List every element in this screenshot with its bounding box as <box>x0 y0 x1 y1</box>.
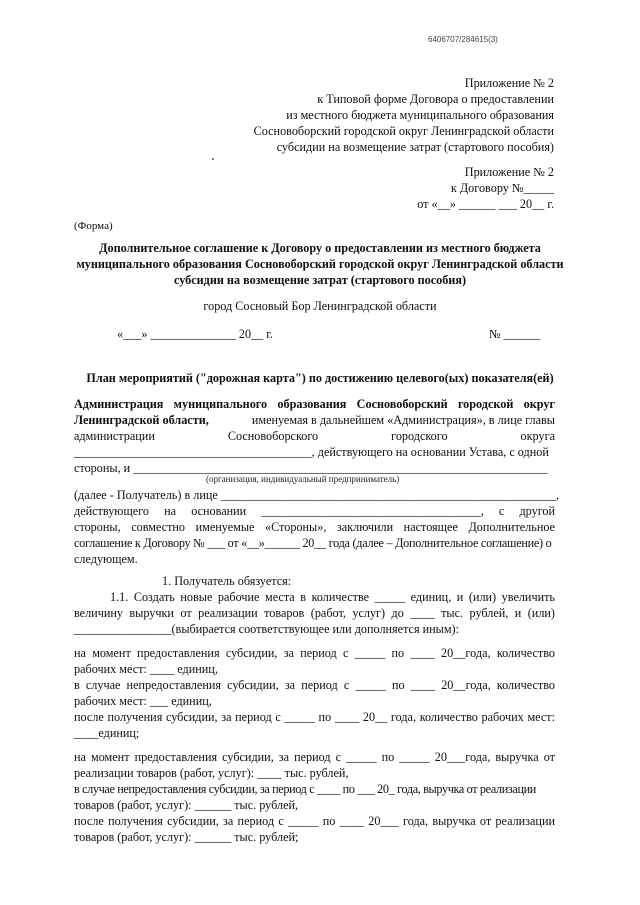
administration-name: Администрация муниципального образования Сосновоборский городской округ <box>74 397 555 411</box>
organization-caption: (организация, индивидуальный предприниматель) <box>206 474 400 484</box>
jobs-line: после получения субсидии, за период с _____ по ____ 20__ года, количество рабочих мест: <box>74 710 555 724</box>
obligation-line: ________________(выбирается соответствующее или дополняется иным): <box>74 622 459 636</box>
preamble-line <box>74 428 555 444</box>
agreement-title-line: субсидии на возмещение затрат (стартового пособия) <box>173 273 467 287</box>
document-id: 6406707/284615(3) <box>428 35 498 44</box>
agreement-date: «___» ______________ 20__ г. <box>117 327 273 341</box>
appendix-line: к Типовой форме Договора о предоставлении <box>317 92 554 106</box>
revenue-line: в случае непредоставления субсидии, за период с ____ по ___ 20_ года, выручка от реализации <box>74 782 536 796</box>
plan-title: План мероприятий ("дорожная карта") по достижению целевого(ых) показателя(ей) <box>86 371 554 385</box>
jobs-line: рабочих мест: ___ единиц, <box>74 694 212 708</box>
preamble-line: действующего на основании ____________________________________, с другой <box>74 504 555 518</box>
agreement-title-line: муниципального образования Сосновоборский городской округ Ленинградской области <box>76 257 564 271</box>
appendix-line: Сосновоборский городской округ Ленинградской области <box>253 124 554 138</box>
revenue-line: товаров (работ, услуг): ______ тыс. рублей, <box>74 798 299 812</box>
preamble-line: стороны, и ____________________________________________________________________ <box>74 461 548 475</box>
revenue-line: после получения субсидии, за период с _____ по ____ 20___ года, выручка от реализации <box>74 814 555 828</box>
preamble-line: соглашение к Договору № ___ от «__»______ 20__ года (далее – Дополнительное соглашение) о <box>74 536 552 550</box>
preamble-line: (далее - Получатель) в лице _______________________________________________________, <box>74 488 560 502</box>
form-label: (Форма) <box>74 220 113 232</box>
preamble-text: именуемая в дальнейшем «Администрация», в лице главы <box>251 413 555 427</box>
appendix2-contract-number: к Договору №_____ <box>450 181 554 195</box>
jobs-line: в случае непредоставления субсидии, за период с _____ по ____ 20__года, количество <box>74 678 555 692</box>
revenue-line: товаров (работ, услуг): ______ тыс. рублей; <box>74 830 299 844</box>
city-name: город Сосновый Бор Ленинградской области <box>203 299 437 313</box>
obligation-line: величину выручки от реализации товаров (работ, услуг) до ____ тыс. рублей, и (или) <box>74 606 555 620</box>
scan-speck <box>212 158 214 160</box>
obligations-heading: 1. Получатель обязуется: <box>162 574 292 588</box>
jobs-line: ____единиц; <box>74 726 140 740</box>
agreement-number: № ______ <box>489 327 541 341</box>
preamble-line <box>74 396 555 412</box>
preamble-line: следующем. <box>74 552 138 566</box>
jobs-line: на момент предоставления субсидии, за период с _____ по ____ 20__года, количество <box>74 646 555 660</box>
jobs-line: рабочих мест: ____ единиц, <box>74 662 218 676</box>
preamble-word: Сосновоборского <box>227 429 319 443</box>
revenue-line: реализации товаров (работ, услуг): ____ тыс. рублей, <box>74 766 349 780</box>
preamble-word: администрации <box>74 429 155 443</box>
appendix-line: субсидии на возмещение затрат (стартового пособия) <box>276 140 554 154</box>
administration-region: Ленинградской области, <box>74 413 209 427</box>
appendix2-contract-date: от «__» ______ ___ 20__ г. <box>417 197 554 211</box>
preamble-line: _______________________________________, действующего на основании Устава, с одной <box>74 445 549 459</box>
appendix-line: из местного бюджета муниципального образования <box>286 108 554 122</box>
obligation-line: 1.1. Создать новые рабочие места в количестве _____ единиц, и (или) увеличить <box>110 590 555 604</box>
preamble-word: округа <box>520 429 555 443</box>
appendix-title: Приложение № 2 <box>464 76 554 90</box>
appendix2-title: Приложение № 2 <box>464 165 554 179</box>
preamble-line <box>74 412 555 428</box>
preamble-word: городского <box>391 429 448 443</box>
preamble-line: стороны, совместно именуемые «Стороны», заключили настоящее Дополнительное <box>74 520 555 534</box>
revenue-line: на момент предоставления субсидии, за период с _____ по _____ 20___года, выручка от <box>74 750 555 764</box>
agreement-title-line: Дополнительное соглашение к Договору о предоставлении из местного бюджета <box>99 241 541 255</box>
